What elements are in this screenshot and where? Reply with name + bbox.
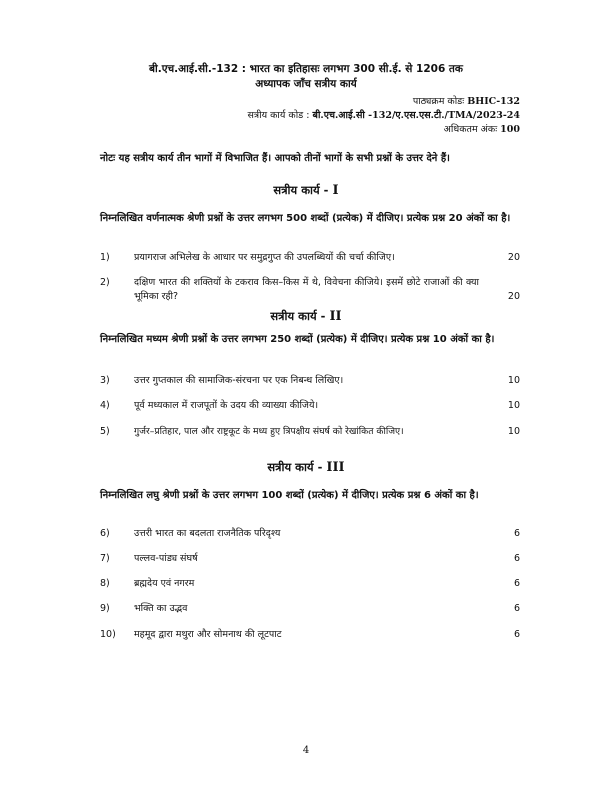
section-roman: III — [326, 460, 345, 475]
section-heading-label: सत्रीय कार्य - — [267, 460, 323, 474]
max-marks-label: अधिकतम अंकः — [443, 124, 498, 135]
section-instruction-3: निम्नलिखित लघु श्रेणी प्रश्नों के उत्तर लगभग 100 शब्दों (प्रत्येक) में दीजिए। प्रत्येक प्रश्न 6 अंकों का है। — [100, 490, 479, 501]
question-marks: 6 — [513, 528, 520, 539]
course-code: BHIC-132 — [467, 96, 520, 107]
question-7 — [100, 552, 520, 566]
question-marks: 6 — [513, 553, 520, 564]
question-text: भक्ति का उद्भव — [134, 603, 188, 614]
question-marks: 6 — [513, 629, 520, 640]
question-number: 5) — [100, 426, 110, 437]
question-text: गुर्जर–प्रतिहार, पाल और राष्ट्रकूट के मध्य हुए त्रिपक्षीय संघर्ष को रेखांकित कीजिए। — [134, 426, 404, 437]
question-marks: 10 — [507, 375, 520, 386]
question-marks: 10 — [507, 400, 520, 411]
assignment-code-row — [247, 108, 520, 121]
title-line-1: बी.एच.आई.सी.-132 : भारत का इतिहासः लगभग 300 सी.ई. से 1206 तक — [149, 63, 463, 75]
question-text: महमूद द्वारा मथुरा और सोमनाथ की लूटपाट — [134, 629, 282, 640]
title-line-2: अध्यापक जाँच सत्रीय कार्य — [255, 78, 357, 90]
section-instruction-2: निम्नलिखित मध्यम श्रेणी प्रश्नों के उत्तर लगभग 250 शब्दों (प्रत्येक) में दीजिए। प्रत्येक प्रश्न 10 अंकों का है। — [100, 334, 495, 345]
question-number: 6) — [100, 528, 110, 539]
question-2 — [100, 276, 520, 304]
question-number: 1) — [100, 252, 110, 263]
question-marks: 6 — [513, 578, 520, 589]
section-roman: I — [332, 183, 339, 198]
question-4 — [100, 399, 520, 413]
note: नोटः यह सत्रीय कार्य तीन भागों में विभाजित हैं। आपको तीनों भागों के सभी प्रश्नों के उत्तर देने हैं। — [100, 153, 450, 164]
section-heading-1 — [0, 183, 612, 198]
question-text: ब्रह्मदेय एवं नगरम — [134, 578, 195, 589]
question-8 — [100, 577, 520, 591]
assignment-code: बी.एच.आई.सी -132/ए.एस.एस.टी./TMA/2023-24 — [312, 110, 520, 121]
question-text: पूर्व मध्यकाल में राजपूतों के उदय की व्याख्या कीजिये। — [134, 400, 319, 411]
question-marks: 20 — [507, 252, 520, 263]
course-code-label: पाठ्यक्रम कोडः — [412, 96, 465, 107]
question-number: 7) — [100, 553, 110, 564]
question-1 — [100, 251, 520, 265]
question-text: पल्लव-पांड्य संघर्ष — [134, 553, 198, 564]
course-code-row — [413, 94, 520, 107]
question-text: प्रयागराज अभिलेख के आधार पर समुद्रगुप्त की उपलब्धियों की चर्चा कीजिए। — [134, 252, 395, 263]
assignment-code-label: सत्रीय कार्य कोड : — [247, 110, 310, 121]
section-heading-label: सत्रीय कार्य - — [273, 183, 329, 197]
max-marks-row — [444, 122, 520, 135]
section-instruction-1: निम्नलिखित वर्णनात्मक श्रेणी प्रश्नों के उत्तर लगभग 500 शब्दों (प्रत्येक) में दीजिए। प्रत्येक प्रश्न 20 अंकों का है। — [100, 213, 511, 224]
question-number: 4) — [100, 400, 110, 411]
section-heading-label: सत्रीय कार्य - — [270, 309, 326, 323]
question-9 — [100, 602, 520, 616]
question-6 — [100, 527, 520, 541]
section-roman: II — [329, 309, 342, 324]
question-marks: 10 — [507, 426, 520, 437]
question-text: उत्तर गुप्तकाल की सामाजिक-संरचना पर एक निबन्ध लिखिए। — [134, 375, 344, 386]
section-heading-2 — [0, 309, 612, 324]
question-number: 8) — [100, 578, 110, 589]
question-number: 10) — [100, 629, 116, 640]
question-5 — [100, 425, 520, 439]
question-text: दक्षिण भारत की शक्तियों के टकराव किस–किस में थे, विवेचना कीजिये। इसमें छोटे राजाओं की क्या भूमिका रही? — [134, 277, 479, 302]
question-number: 3) — [100, 375, 110, 386]
question-number: 2) — [100, 277, 110, 288]
page-number: 4 — [302, 745, 310, 756]
question-3 — [100, 374, 520, 388]
question-marks: 6 — [513, 603, 520, 614]
max-marks: 100 — [500, 124, 520, 135]
question-marks: 20 — [507, 291, 520, 302]
question-10 — [100, 628, 520, 642]
question-number: 9) — [100, 603, 110, 614]
section-heading-3 — [0, 460, 612, 475]
question-text: उत्तरी भारत का बदलता राजनैतिक परिदृश्य — [134, 528, 281, 539]
